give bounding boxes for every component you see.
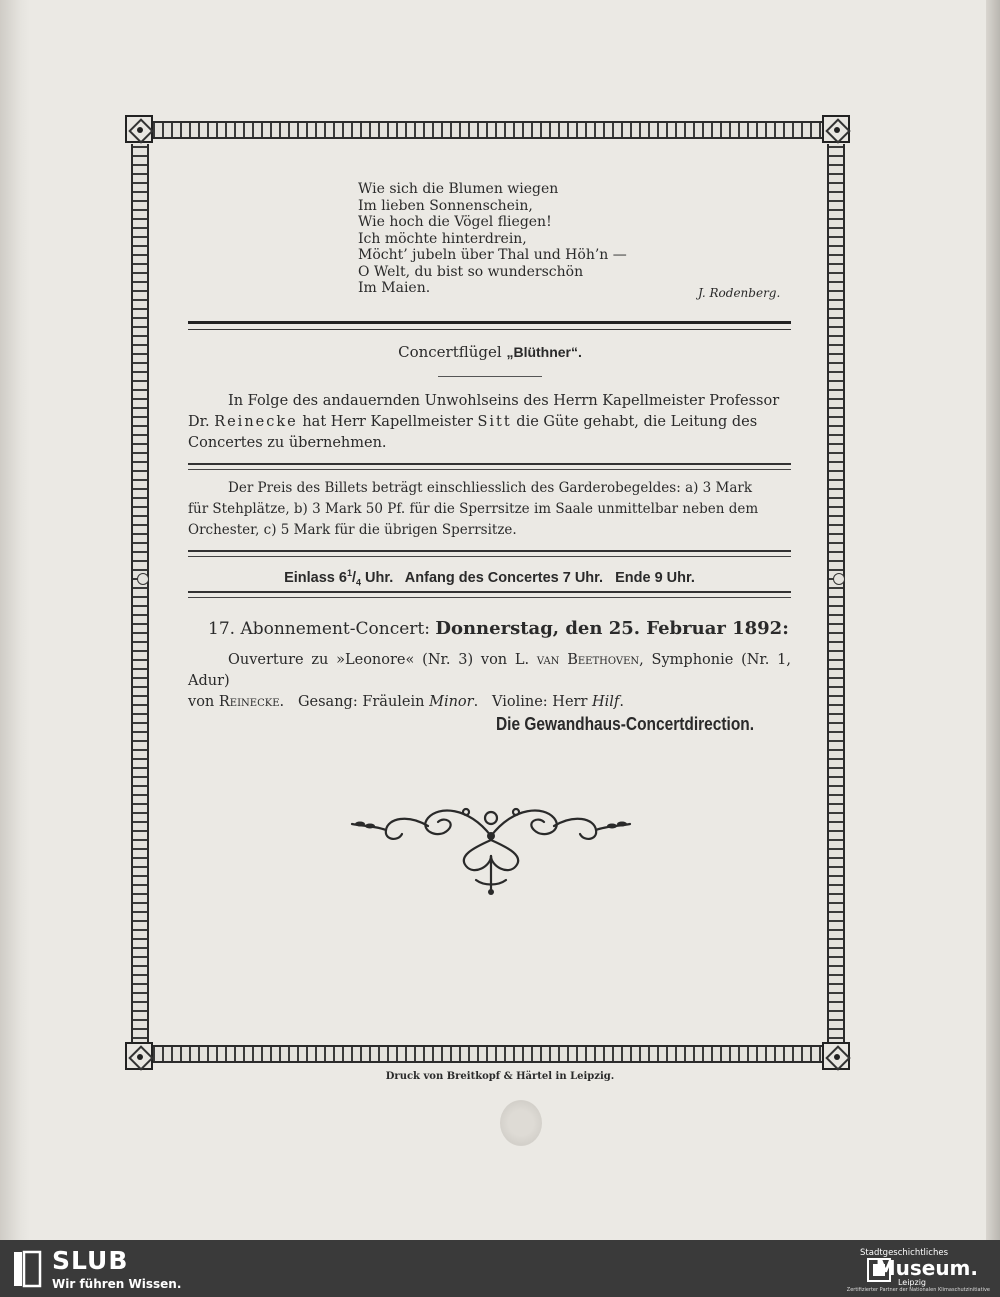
slub-logo-icon — [12, 1250, 42, 1288]
signature: Die Gewandhaus-Concertdirection. — [496, 714, 755, 734]
poem-line: Wie hoch die Vögel fliegen! — [358, 214, 552, 230]
price-line: Der Preis des Billets beträgt einschliesslich des Garderobegeldes: a) 3 Mark — [228, 480, 753, 496]
price-line: Orchester, c) 5 Mark für die übrigen Sperrsitze. — [188, 522, 517, 538]
poem-line: Ich möchte hinterdrein, — [358, 230, 527, 247]
singer-name: Minor — [429, 694, 474, 710]
notice-text: hat Herr Kapellmeister — [297, 414, 478, 430]
violinist-name: Hilf — [592, 694, 620, 710]
piano-notice — [0, 344, 980, 361]
admission-time: Einlass 6 — [284, 569, 347, 586]
program-line — [188, 692, 791, 713]
next-concert-program — [188, 650, 791, 713]
ticket-prices — [188, 478, 791, 541]
frame-border-left — [131, 144, 149, 1042]
composer-name: Reinecke — [218, 694, 280, 710]
frame-side-ornament — [833, 573, 845, 585]
notice-name: Sitt — [477, 414, 512, 430]
fraction-numerator: 1 — [346, 568, 352, 578]
concert-times: Einlass $6^1/_4$ Uhr. Anfang des Concertes 7 Uhr. Ende 9 Uhr. — [284, 568, 695, 588]
poem-line: O Welt, du bist so wunderschön — [358, 263, 584, 280]
frame-border-top — [150, 121, 825, 139]
program-text: Ouverture zu »Leonore« (Nr. 3) von L. — [228, 652, 537, 668]
composer-name: van Beethoven — [536, 652, 640, 668]
museum-partner-note: Zertifizierter Partner der Nationalen Klimaschutzinitiative — [846, 1287, 990, 1293]
frame-side-ornament — [137, 573, 149, 585]
museum-prefix: Stadtgeschichtliches — [860, 1248, 948, 1258]
divider-rule — [188, 463, 791, 470]
printer-imprint: Druck von Breitkopf & Härtel in Leipzig. — [385, 1071, 615, 1082]
start-end-times: Uhr. Anfang des Concertes 7 Uhr. Ende 9 Uhr. — [361, 569, 695, 586]
page-edge-shadow — [986, 0, 1000, 1240]
poem-line: Wie sich die Blumen wiegen — [358, 181, 559, 197]
next-concert-heading — [208, 618, 789, 639]
frame-border-bottom — [150, 1045, 825, 1063]
blind-stamp-seal — [500, 1100, 542, 1146]
program-text: . Gesang: Fräulein — [279, 694, 430, 710]
piano-prefix: Concertflügel — [398, 343, 507, 361]
fraction-denominator: 4 — [356, 577, 362, 588]
notice-name: Reinecke — [214, 414, 298, 430]
program-text: von — [188, 694, 219, 710]
frame-corner-ornament — [822, 115, 850, 143]
notice-line: Concertes zu übernehmen. — [188, 435, 387, 451]
notice-line: In Folge des andauernden Unwohlseins des Herrn Kapellmeister Professor — [228, 393, 780, 409]
short-divider — [438, 376, 542, 377]
next-concert-date: Donnerstag, den 25. Februar 1892: — [435, 618, 789, 639]
museum-name[interactable]: Museum. — [875, 1256, 978, 1280]
divider-rule — [188, 550, 791, 557]
poem-line: Im Maien. — [358, 280, 431, 296]
poem-line: Im lieben Sonnenschein, — [358, 197, 533, 214]
frame-corner-ornament — [822, 1042, 850, 1070]
slub-tagline: Wir führen Wissen. — [52, 1277, 182, 1291]
museum-city: Leipzig — [897, 1278, 926, 1287]
next-concert-number: 17. Abonnement-Concert: — [208, 619, 436, 639]
frame-border-right — [827, 144, 845, 1042]
divider-rule — [188, 591, 791, 598]
program-text: , Symphonie (Nr. 1, Adur) — [188, 652, 791, 689]
page-fold-shadow — [0, 0, 30, 1240]
piano-brand: „Blüthner“. — [506, 344, 582, 360]
price-line: für Stehplätze, b) 3 Mark 50 Pf. für die Sperrsitze im Saale unmittelbar neben dem — [188, 501, 759, 517]
notice-text: die Güte gehabt, die Leitung des — [511, 414, 758, 430]
divider-rule — [188, 321, 791, 330]
slub-name[interactable]: SLUB — [52, 1246, 129, 1275]
program-text: . Violine: Herr — [473, 694, 593, 710]
decorative-vignette-ornament — [348, 796, 634, 896]
program-line — [188, 650, 791, 692]
poem-author: J. Rodenberg. — [698, 286, 781, 300]
program-text: . — [619, 694, 624, 710]
frame-corner-ornament — [125, 1042, 153, 1070]
frame-corner-ornament — [125, 115, 153, 143]
notice-line — [188, 412, 791, 433]
footer-bar — [0, 1240, 1000, 1297]
notice-text: Dr. — [188, 414, 215, 430]
poem-line: Möcht’ jubeln über Thal und Höh’n — — [358, 247, 627, 263]
conductor-notice — [188, 391, 791, 454]
